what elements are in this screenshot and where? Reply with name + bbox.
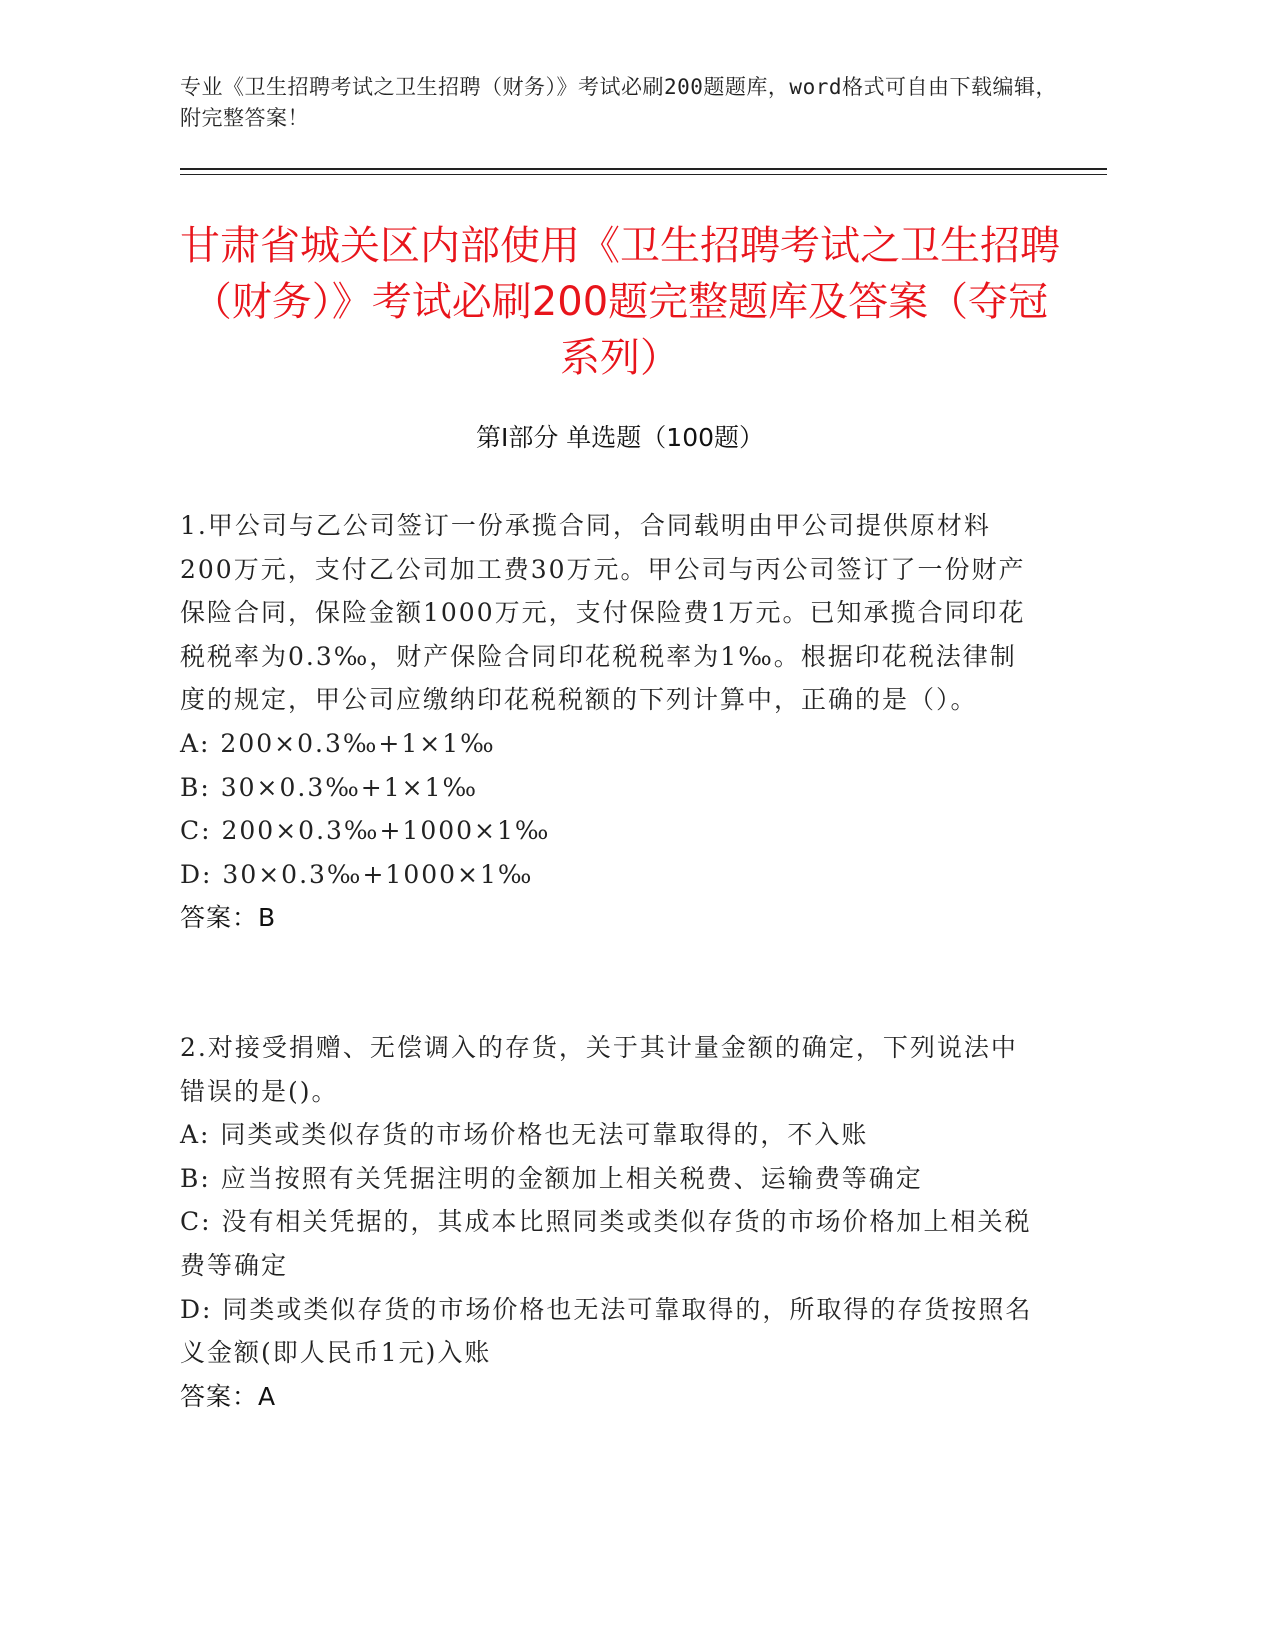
question-2 — [180, 1026, 1040, 1418]
option-c: C: 200×0.3‰+1000×1‰ — [180, 816, 551, 846]
option-d: D: 同类或类似存货的市场价格也无法可靠取得的，所取得的存货按照名义金额(即人民币1元)入账 — [180, 1294, 1033, 1368]
option-b: B: 30×0.3‰+1×1‰ — [180, 772, 479, 802]
answer-line: 答案：A — [180, 1381, 277, 1411]
question-1 — [180, 504, 1040, 940]
option-a: A: 同类或类似存货的市场价格也无法可靠取得的，不入账 — [180, 1120, 869, 1150]
option-b: B: 应当按照有关凭据注明的金额加上相关税费、运输费等确定 — [180, 1163, 923, 1193]
section-heading: 第I部分 单选题（100题） — [475, 423, 765, 452]
header-note: 专业《卫生招聘考试之卫生招聘（财务）》考试必刷200题题库，word格式可自由下载编辑，附完整答案！ — [180, 75, 1057, 130]
document-title: 甘肃省城关区内部使用《卫生招聘考试之卫生招聘（财务）》考试必刷200题完整题库及答案（夺冠系列） — [180, 223, 1060, 381]
header-divider-thin — [180, 174, 1107, 175]
question-stem: 2.对接受捐赠、无偿调入的存货，关于其计量金额的确定，下列说法中错误的是()。 — [180, 1033, 1018, 1106]
option-c: C: 没有相关凭据的，其成本比照同类或类似存货的市场价格加上相关税费等确定 — [180, 1207, 1032, 1280]
header-divider-thick — [180, 168, 1107, 170]
answer-line: 答案：B — [180, 903, 277, 933]
option-d: D: 30×0.3‰+1000×1‰ — [180, 859, 534, 889]
question-stem: 1.甲公司与乙公司签订一份承揽合同，合同载明由甲公司提供原材料200万元，支付乙公司加工费30万元。甲公司与丙公司签订了一份财产保险合同，保险金额1000万元，支付保险费1万元。已知承揽合同印花税税率为0.3‰，财产保险合同印花税税率为1‰。根据印花税法律制度的规定，甲公司应缴纳印花税税额的下列计算中，正确的是（）。 — [180, 511, 1026, 715]
option-a: A: 200×0.3‰+1×1‰ — [180, 728, 496, 758]
